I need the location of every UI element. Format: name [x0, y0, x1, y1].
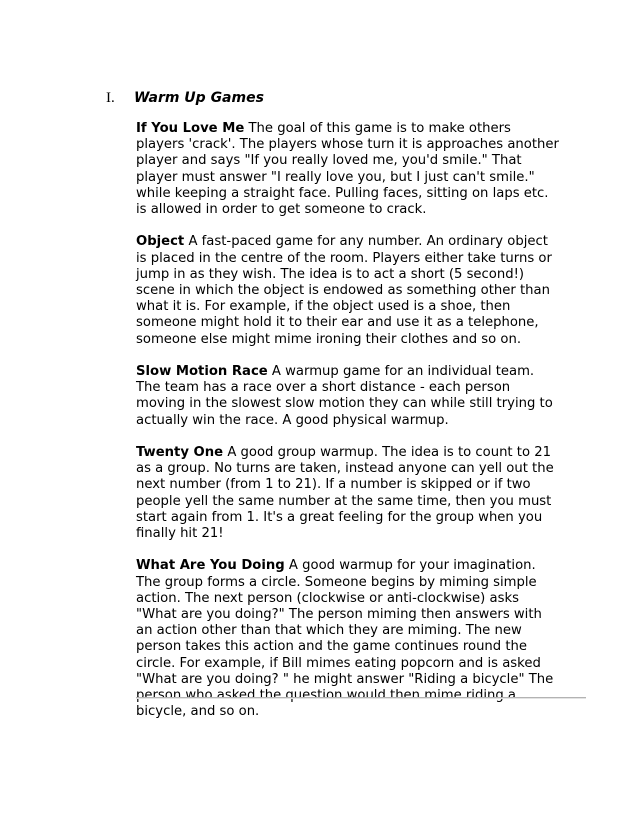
game-description: A warmup game for an individual team. [271, 364, 535, 380]
game-line [136, 445, 556, 461]
game-line: next number (from 1 to 21). If a number is skipped or if two [136, 477, 531, 493]
game-line: is placed in the centre of the room. Players either take turns or [136, 250, 552, 266]
section-heading [106, 89, 264, 107]
game-line: moving in the slowest slow motion they can while still trying to [136, 396, 553, 412]
game-description: A good warmup for your imagination. [288, 558, 536, 574]
game-line: start again from 1. It's a great feeling for the group when you [136, 509, 543, 525]
game-line: while keeping a straight face. Pulling faces, sitting on laps etc. [136, 185, 549, 201]
game-line: The team has a race over a short distance - each person [136, 380, 511, 396]
game-name: If You Love Me [136, 121, 245, 136]
game-line: as a group. No turns are taken, instead anyone can yell out the [136, 461, 554, 477]
game-entry-twenty-one [136, 445, 556, 542]
game-entry-slow-motion-race [136, 364, 556, 429]
game-line: bicycle, and so on. [136, 704, 260, 720]
game-line: jump in as they wish. The idea is to act a short (5 second!) [136, 266, 525, 282]
game-name: Object [136, 234, 185, 250]
game-line: person who asked the question would then mime riding a [136, 688, 517, 704]
game-line: action. The next person (clockwise or anti-clockwise) asks [136, 590, 519, 606]
game-line [136, 234, 556, 250]
game-line: someone else might mime ironing their clothes and so on. [136, 331, 522, 347]
game-name: Slow Motion Race [136, 364, 268, 380]
game-line: an action other than that which they are miming. The new [136, 623, 522, 639]
game-line: person takes this action and the game continues round the [136, 639, 527, 655]
game-line: player and says "If you really loved me, you'd smile." That [136, 153, 522, 169]
game-line: scene in which the object is endowed as something other than [136, 283, 550, 299]
game-entry-object [136, 234, 556, 347]
game-line [136, 121, 556, 137]
game-entry-if-you-love-me [136, 121, 559, 218]
game-line [136, 558, 556, 574]
game-line: someone might hold it to their ear and use it as a telephone, [136, 315, 539, 331]
game-description: A good group warmup. The idea is to count to 21 [227, 445, 552, 461]
game-line: "What are you doing?" The person miming then answers with [136, 607, 542, 623]
game-description: The goal of this game is to make others [248, 121, 511, 136]
game-line: what it is. For example, if the object used is a shoe, then [136, 299, 511, 315]
game-line: "What are you doing? " he might answer "Riding a bicycle" The [136, 671, 554, 687]
game-line: is allowed in order to get someone to crack. [136, 202, 427, 218]
game-line: The group forms a circle. Someone begins by miming simple [136, 574, 537, 590]
game-line: circle. For example, if Bill mimes eating popcorn and is asked [136, 655, 541, 671]
game-line: players 'crack'. The players whose turn it is approaches another [136, 137, 559, 153]
horizontal-rule [136, 697, 586, 699]
section-title: Warm Up Games [134, 90, 264, 106]
game-name: Twenty One [136, 445, 224, 461]
game-line: people yell the same number at the same time, then you must [136, 493, 552, 509]
section-numeral: I. [106, 90, 115, 106]
game-line: finally hit 21! [136, 526, 224, 542]
games-list [136, 121, 559, 737]
game-line: actually win the race. A good physical warmup. [136, 412, 449, 428]
game-line [136, 364, 556, 380]
game-name: What Are You Doing [136, 558, 285, 574]
game-description: A fast-paced game for any number. An ordinary object [188, 234, 548, 250]
game-line: player must answer "I really love you, but I just can't smile." [136, 169, 535, 185]
